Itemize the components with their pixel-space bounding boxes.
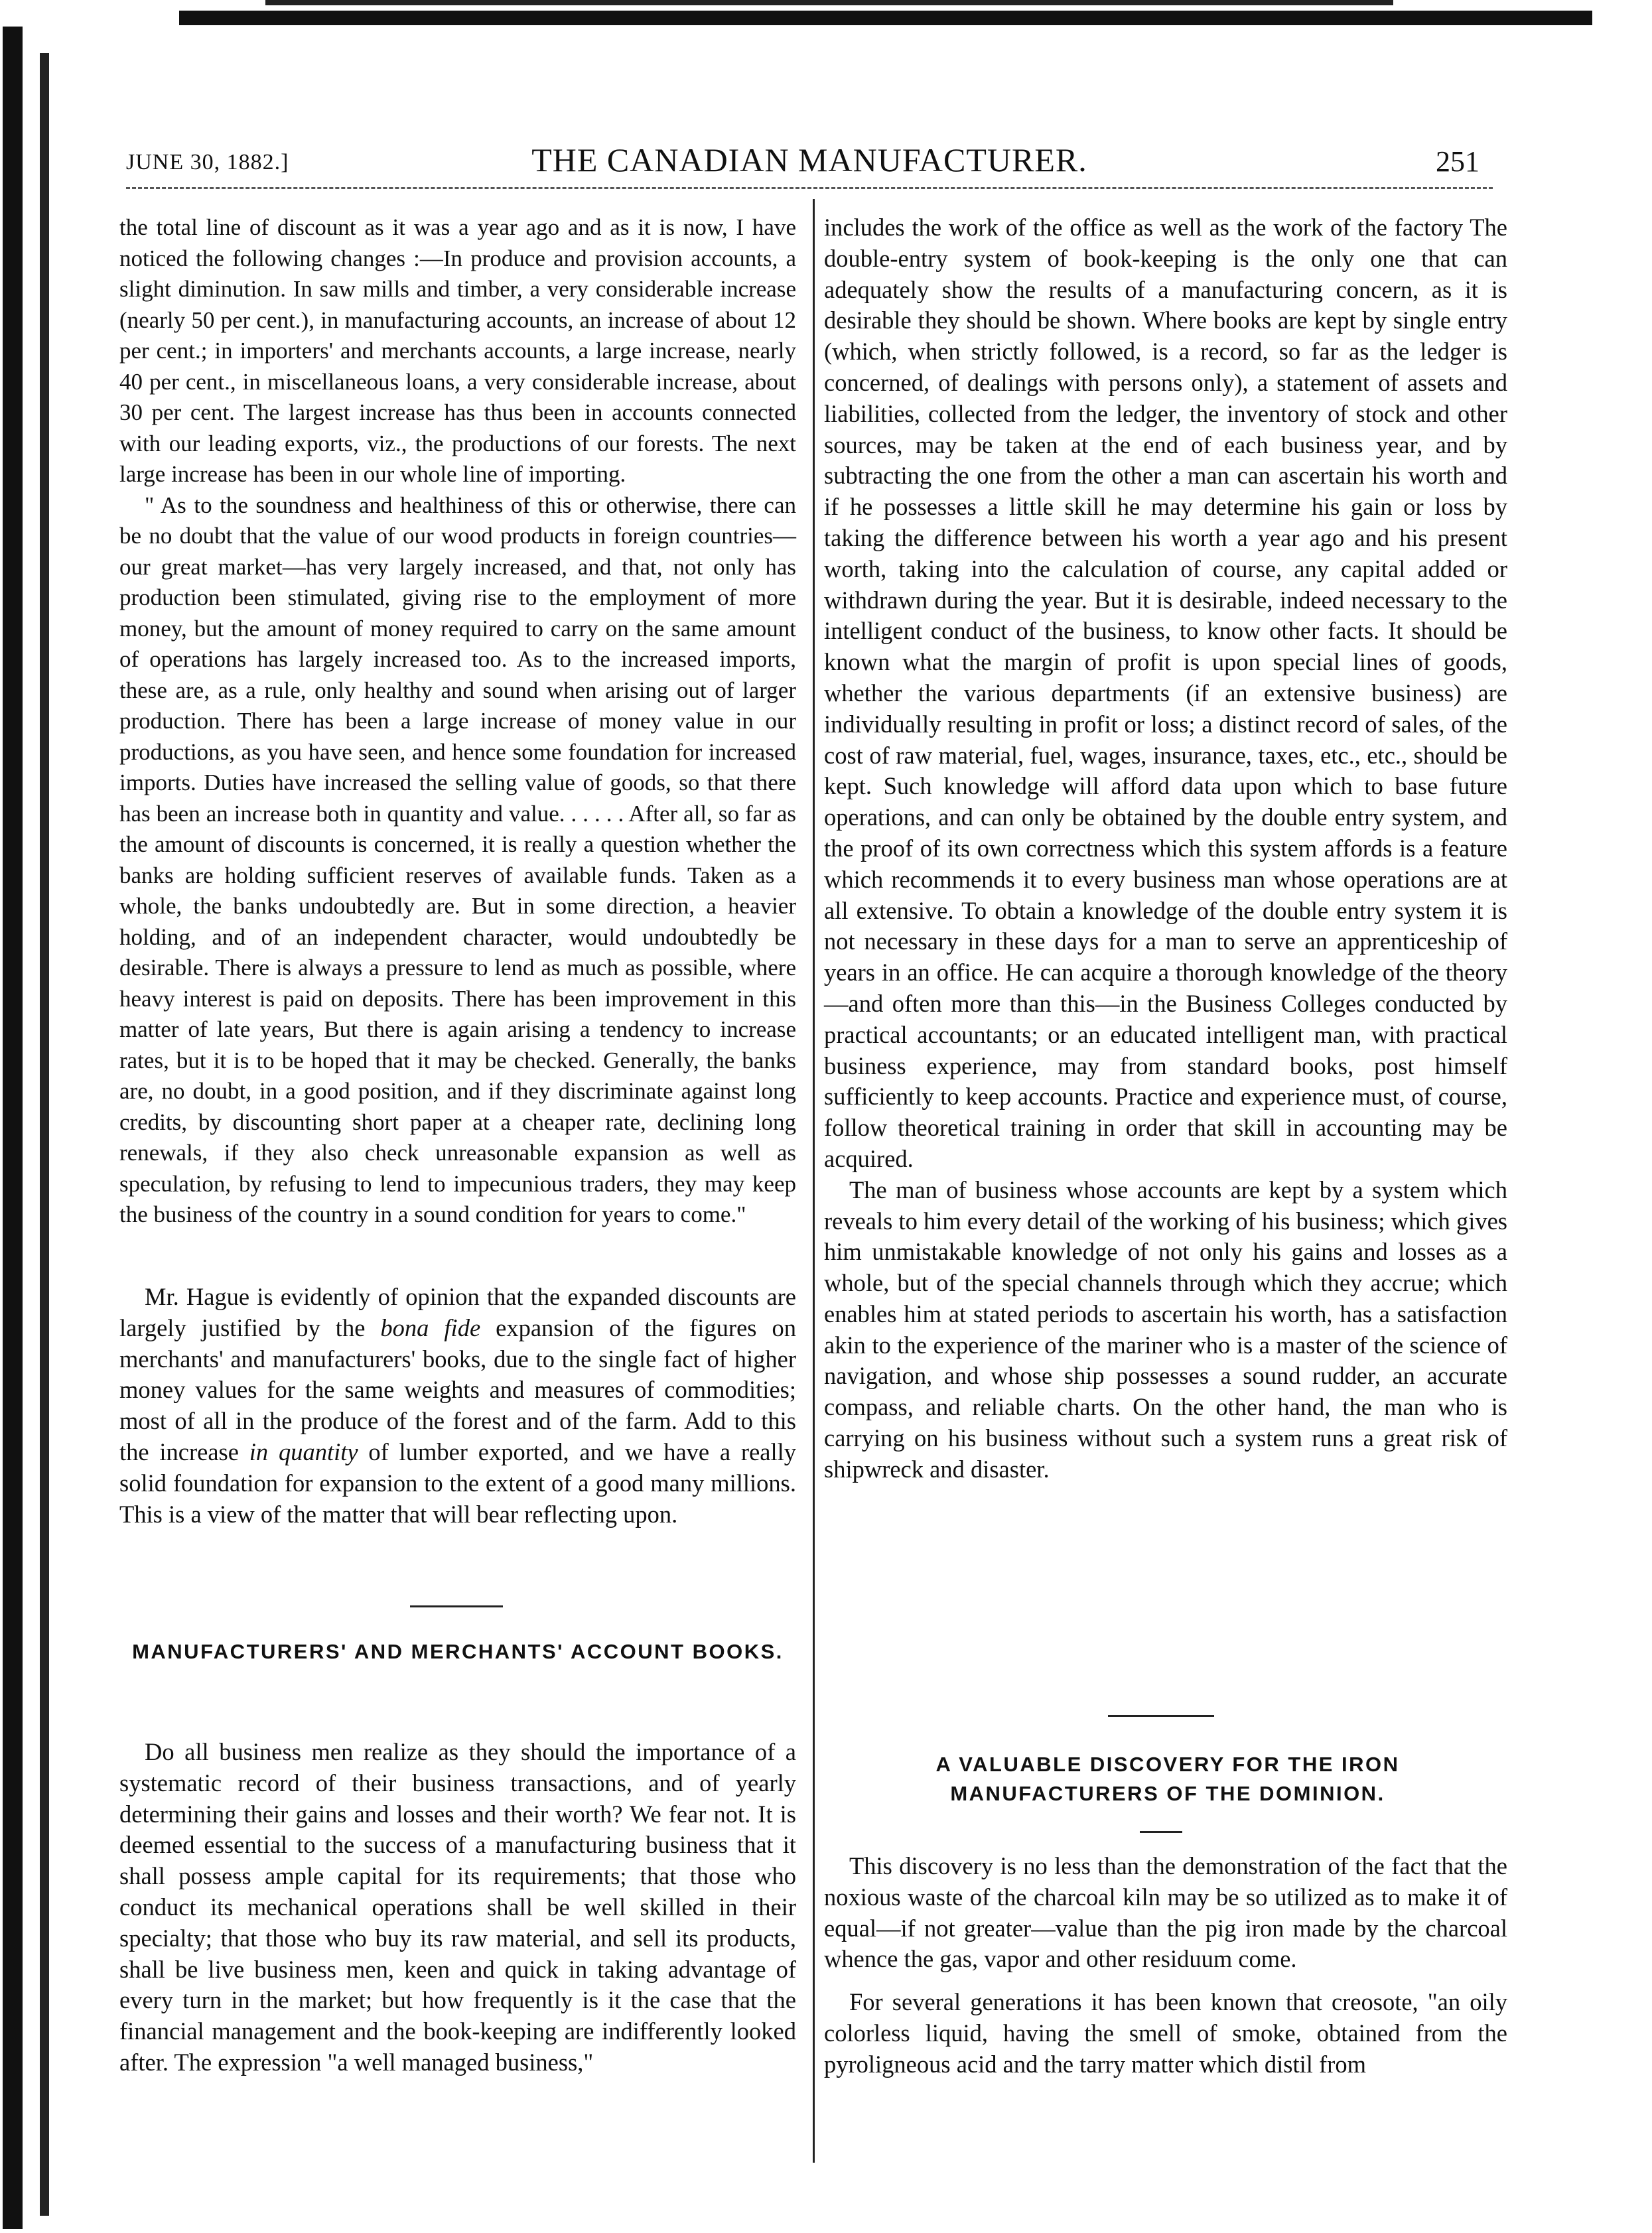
left-column-section-body <box>119 1737 796 2078</box>
page-edge-shadow-left <box>40 53 49 2216</box>
right-column-section-body <box>824 1851 1507 2080</box>
section-heading-iron-discovery: A VALUABLE DISCOVERY FOR THE IRON MANUFACTURERS OF THE DOMINION. <box>935 1753 1400 1805</box>
header-rule <box>126 187 1493 189</box>
left-paragraph-1: the total line of discount as it was a year ago and as it is now, I have noticed the following changes :—In produce and provision accounts, a slight diminution. In saw mills and timber, a very considerable increase (nearly 50 per cent.), in manufacturing accounts, an increase of about 12 per cent.; in importers' and merchants accounts, a large increase, nearly 40 per cent., in miscellaneous loans, a very considerable increase, about 30 per cent. The largest increase has thus been in accounts connected with our leading exports, viz., the productions of our forests. The next large increase has been in our whole line of importing. <box>119 214 796 487</box>
column-rule <box>813 199 815 2163</box>
right-column <box>824 212 1507 1485</box>
right-paragraph-1: includes the work of the office as well as the work of the factory The double-entry system of book-keeping is the only one that can adequately show the results of a manufacturing concern, as it is desirable they should be shown. Where books are kept by single entry (which, when strictly followed, is a record, so far as the ledger is concerned, of dealings with persons only), a statement of assets and liabilities, collected from the ledger, the inventory of stock and other sources, may be taken at the end of each business year, and by subtracting the one from the other a man can ascertain his worth and if he possesses a little skill he may determine his gain or loss by taking the difference between his worth a year ago and his present worth, taking into the calculation of course, any capital added or withdrawn during the year. But it is desirable, indeed necessary to the intelligent conduct of the business, to know other facts. It should be known what the margin of profit is upon special lines of goods, whether the various departments (if an extensive business) are individually resulting in profit or loss; a distinct record of sales, of the cost of raw material, fuel, wages, insurance, taxes, etc., etc., should be kept. Such knowledge will afford data upon which to base future operations, and can only be obtained by the double entry system, and the proof of its own correctness which this system affords is a feature which recommends it to every business man whose operations are at all extensive. To obtain a knowledge of the double entry system it is not necessary in these days for a man to serve an apprenticeship of years in an office. He can acquire a thorough knowledge of the theory—and often more than this—in the Business Colleges conducted by practical accountants; or an educated intelligent man, with practical business experience, may from standard books, post himself sufficiently to keep accounts. Practice and experience must, of course, follow theoretical training in order that skill in accounting may be acquired. <box>824 214 1507 1172</box>
left-paragraph-3 <box>119 1282 796 1530</box>
header-title: THE CANADIAN MANUFACTURER. <box>531 141 1087 178</box>
right-paragraph-2: The man of business whose accounts are kept by a system which reveals to him every detail of the working of his business; which gives him unmistakable knowledge of not only his gains and losses as a whole, but of the special channels through which they accrue; which enables him at stated periods to ascertain his worth, has a satisfaction akin to the experience of the mariner who is a master of the science of navigation, and whose ship possesses a sound rudder, an accurate compass, and reliable charts. On the other hand, the man who is carrying on his business without such a system runs a great risk of shipwreck and disaster. <box>824 1176 1507 1483</box>
page-edge-bar-left <box>3 27 23 2229</box>
left-paragraph-3-part-c: of lumber exported, and we have a really solid foundation for expansion to the extent of a good many millions. This is a view of the matter that will bear reflecting upon. <box>119 1438 796 1528</box>
left-column-body <box>119 1282 796 1530</box>
running-header <box>119 141 1499 180</box>
left-paragraph-3-italic-1: bona fide <box>380 1314 481 1341</box>
left-paragraph-3-part-b: expansion of the figures on merchants' and manufacturers' books, due to the single fact of higher money values for the same weights and measures of commodities; most of all in the produce of the forest and of the farm. Add to this the increase <box>119 1314 796 1465</box>
left-paragraph-3-part-a: Mr. Hague is evidently of opinion that the expanded discounts are largely justified by the <box>119 1283 796 1341</box>
heading-underline-right <box>1140 1831 1182 1833</box>
section-divider-left <box>410 1605 503 1607</box>
page-edge-shadow-top <box>265 0 1393 5</box>
right-paragraph-4: For several generations it has been known that creosote, "an oily colorless liquid, having the smell of smoke, obtained from the pyroligneous acid and the tarry matter which distil from <box>824 1988 1507 2078</box>
right-paragraph-3: This discovery is no less than the demonstration of the fact that the noxious waste of the charcoal kiln may be so utilized as to make it of equal—if not greater—value than the pig iron made by the charcoal whence the gas, vapor and other residuum come. <box>824 1852 1507 1973</box>
section-heading-account-books: MANUFACTURERS' AND MERCHANTS' ACCOUNT BOOKS. <box>132 1640 784 1663</box>
section-divider-right <box>1108 1715 1214 1717</box>
left-column-quote <box>119 212 796 1231</box>
left-paragraph-3-italic-2: in quantity <box>249 1438 358 1465</box>
page-number: 251 <box>1436 145 1480 178</box>
page-edge-bar-top <box>179 11 1592 25</box>
left-paragraph-2: " As to the soundness and healthiness of this or otherwise, there can be no doubt that the value of our wood products in foreign countries—our great market—has very largely increased, and that, not only has production been stimulated, giving rise to the employment of more money, but the amount of money required to carry on the same amount of operations has largely increased too. As to the increased imports, these are, as a rule, only healthy and sound when arising out of larger production. There has been a large increase of money value in our productions, as you have seen, and hence some foundation for increased imports. Duties have increased the selling value of goods, so that there has been an increase both in quantity and value. . . . . . After all, so far as the amount of discounts is concerned, it is really a question whether the banks are holding sufficient reserves of available funds. Taken as a whole, the banks undoubtedly are. But in some direction, a heavier holding, and of an independent character, would undoubtedly be desirable. There is always a pressure to lend as much as possible, where heavy interest is paid on deposits. There has been improvement in this matter of late years, But there is again arising a tendency to increase rates, but it is to be hoped that it may be checked. Generally, the banks are, no doubt, in a good position, and if they discriminate against long credits, by discounting short paper at a cheaper rate, declining long renewals, if they also check unreasonable expansion as well as speculation, by refusing to lend to impecunious traders, they may keep the business of the country in a sound condition for years to come." <box>119 492 796 1227</box>
header-date: JUNE 30, 1882.] <box>126 150 289 174</box>
left-paragraph-4: Do all business men realize as they should the importance of a systematic record of their business transactions, and of yearly determining their gains and losses and their worth? We fear not. It is deemed essential to the success of a manufacturing business that it shall possess ample capital for its requirements; that those who conduct its mechanical operations shall be well skilled in their specialty; that those who buy its raw material, and sell its products, shall be live business men, keen and quick in taking advantage of every turn in the market; but how frequently is it the case that the financial management and the book-keeping are indifferently looked after. The expression "a well managed business," <box>119 1738 796 2076</box>
